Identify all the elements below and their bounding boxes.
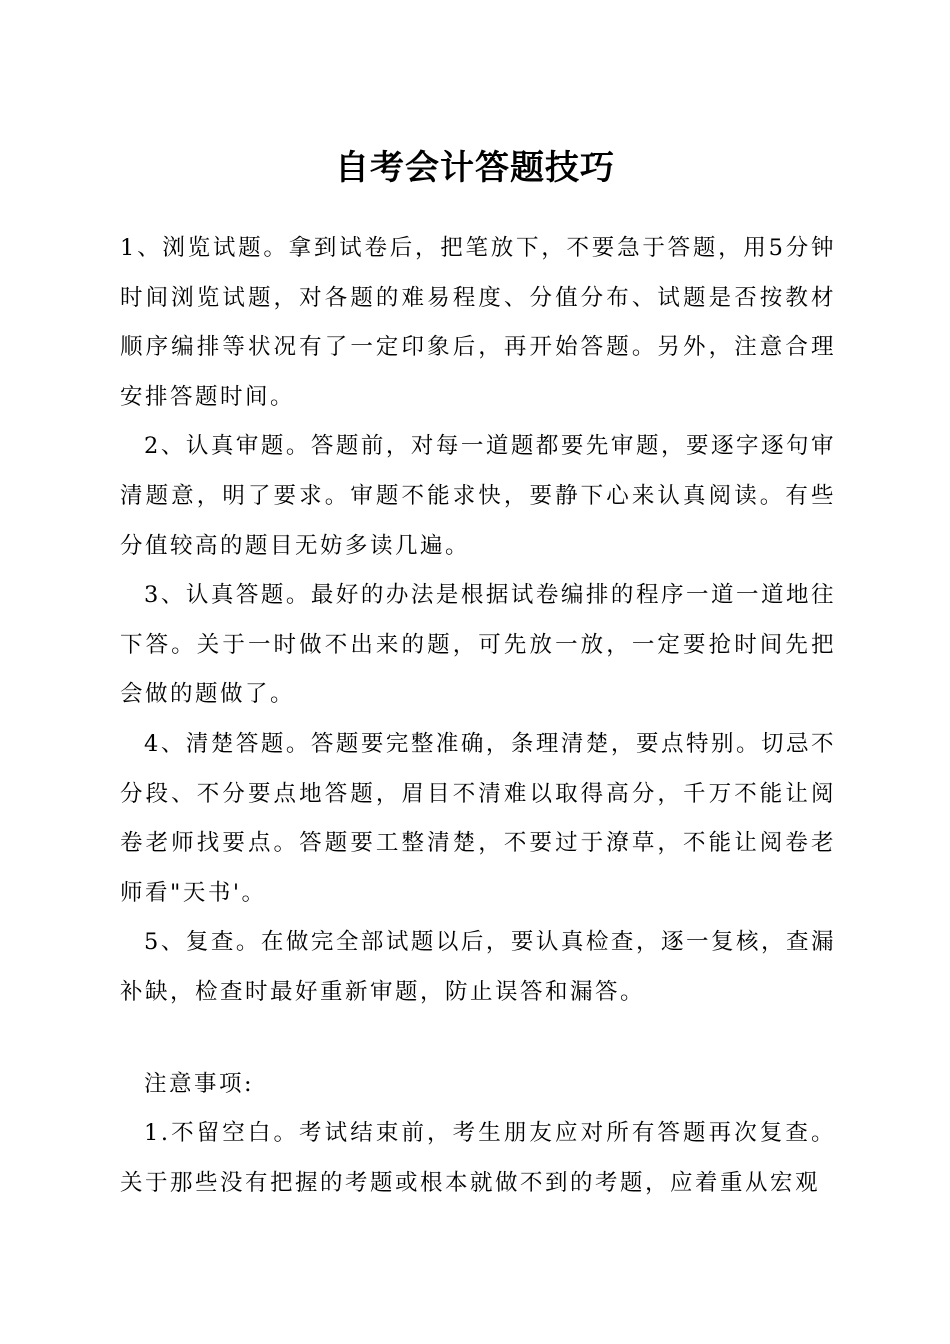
document-body	[120, 224, 836, 1208]
paragraph-tip-1: 1、浏览试题。拿到试卷后，把笔放下，不要急于答题，用5分钟时间浏览试题，对各题的难易程度、分值分布、试题是否按教材顺序编排等状况有了一定印象后，再开始答题。另外，注意合理安排答题时间。	[120, 235, 836, 410]
document-title: 自考会计答题技巧	[335, 148, 615, 188]
notes-heading: 注意事项:	[144, 1070, 255, 1097]
section-gap	[120, 1018, 836, 1060]
paragraph-tip-2: 2、认真审题。答题前，对每一道题都要先审题，要逐字逐句审清题意，明了要求。审题不能求快，要静下心来认真阅读。有些分值较高的题目无妨多读几遍。	[120, 433, 836, 559]
paragraph-tip-4: 4、清楚答题。答题要完整准确，条理清楚，要点特别。切忌不分段、不分要点地答题，眉目不清难以取得高分，千万不能让阅卷老师找要点。答题要工整清楚，不要过于潦草，不能让阅卷老师看"天书'。	[120, 730, 836, 906]
paragraph-tip-3: 3、认真答题。最好的办法是根据试卷编排的程序一道一道地往下答。关于一时做不出来的题，可先放一放，一定要抢时间先把会做的题做了。	[120, 582, 836, 708]
paragraph-note-1: 1.不留空白。考试结束前，考生朋友应对所有答题再次复查。关于那些没有把握的考题或根本就做不到的考题，应着重从宏观	[120, 1120, 836, 1196]
paragraph-tip-5: 5、复查。在做完全部试题以后，要认真检查，逐一复核，查漏补缺，检查时最好重新审题，防止误答和漏答。	[120, 929, 836, 1005]
